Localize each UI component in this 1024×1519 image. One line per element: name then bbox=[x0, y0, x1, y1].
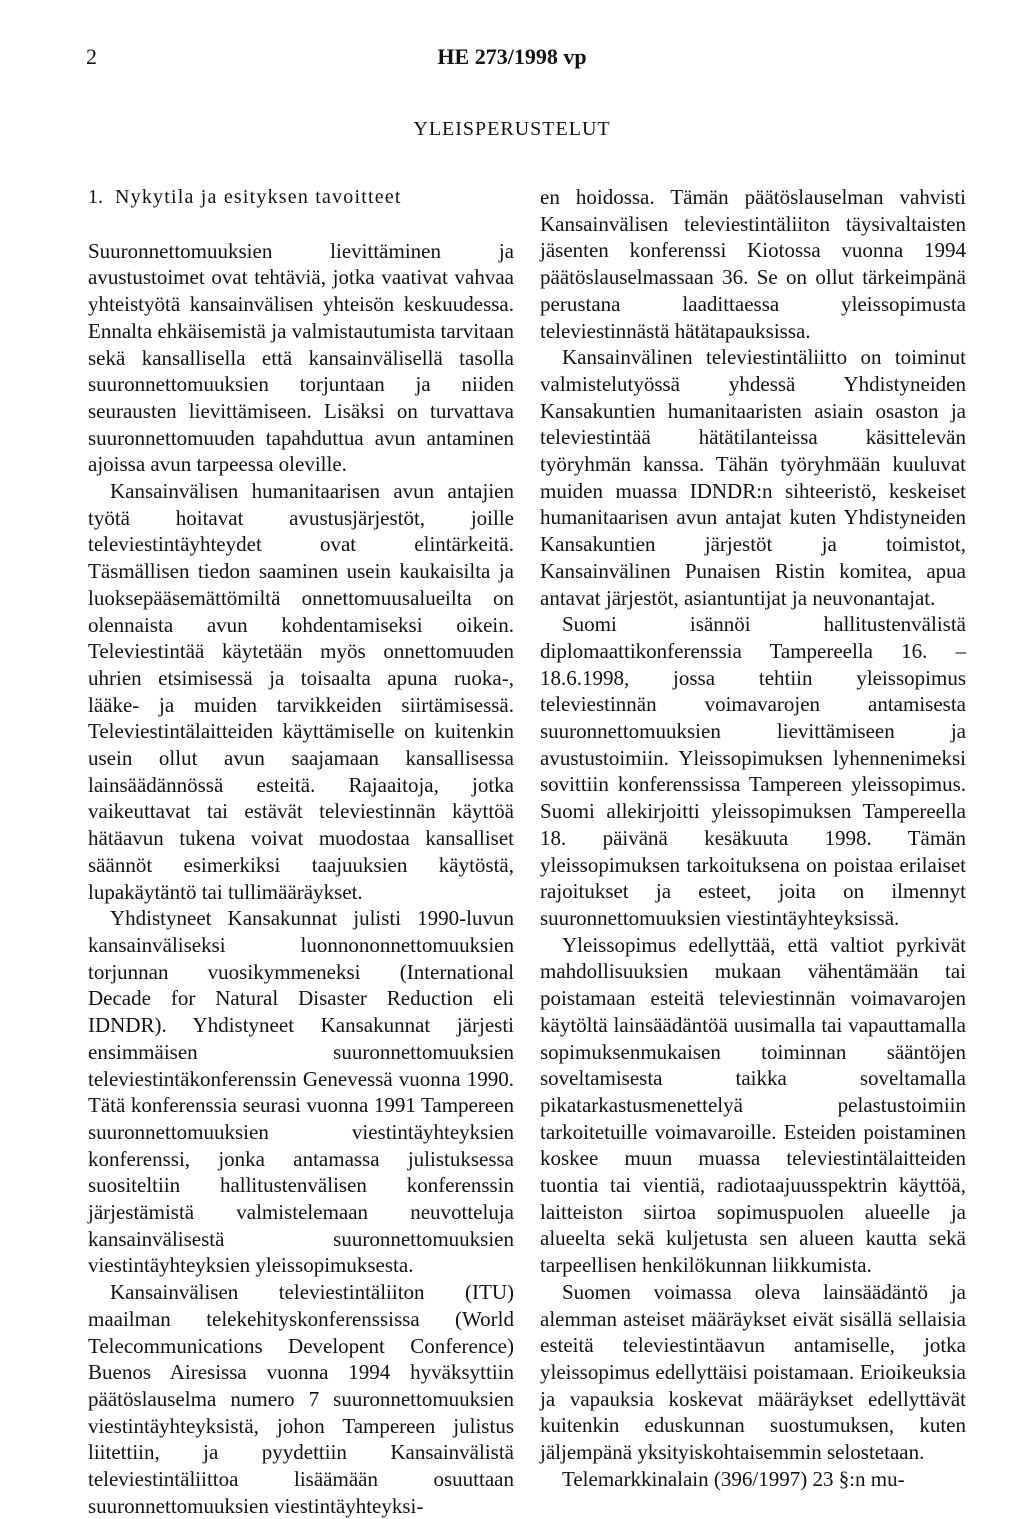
paragraph: Telemarkkinalain (396/1997) 23 §:n mu- bbox=[562, 1466, 905, 1491]
page-header bbox=[0, 44, 1024, 74]
subsection-number: 1. bbox=[88, 186, 103, 208]
paragraph: Kansainvälisen humanitaarisen avun antajien työtä hoitavat avustusjärjestöt, joille televiestintäyhteydet ovat elintärkeitä. Täsmällisen tiedon saaminen usein kaukaisilta ja luoksepääsemättömiltä onnettomuusalueilta on olennaista avun kohdentamiseksi oikein. Televiestintää käytetään myös onnettomuuden uhrien etsimisessä ja toisaalta apuna ruoka-, lääke- ja muiden tarvikkeiden siirtämisessä. Televiestintälaitteiden käyttämiselle on kuitenkin usein ollut avun saajamaan kansallisessa lainsäädännössä esteitä. Rajaaitoja, jotka vaikeuttavat tai estävät televiestinnän käyttöä hätäavun tukena voivat muodostaa kansalliset säännöt esimerkiksi taajuuksien käytöstä, lupakäytäntö tai tullimääräykset. bbox=[88, 479, 514, 904]
paragraph: Kansainvälinen televiestintäliitto on toiminut valmistelutyössä yhdessä Yhdistyneiden Kansakuntien humanitaaristen asiain osaston ja televiestintää hätätilanteissa käsittelevän työryhmän kanssa. Tähän työryhmään kuuluvat muiden muassa IDNDR:n sihteeristö, keskeiset humanitaarisen avun antajat kuten Yhdistyneiden Kansakuntien järjestöt ja toimistot, Kansainvälinen Punaisen Ristin komitea, apua antavat järjestöt, asiantuntijat ja neuvonantajat. bbox=[540, 345, 966, 610]
left-column bbox=[88, 184, 514, 1519]
paragraph: Suomen voimassa oleva lainsäädäntö ja alemman asteiset määräykset eivät sisällä sellaisia esteitä televiestintäavun antamiselle, jotka yleissopimus edellyttäisi poistamaan. Erioikeuksia ja vapauksia koskevat määräykset edellyttävät kuitenkin eduskunnan suostumuksen, kuten jäljempänä yksityiskohtaisemmin selostetaan. bbox=[540, 1279, 966, 1465]
right-column bbox=[540, 184, 966, 1492]
paragraph: Yhdistyneet Kansakunnat julisti 1990-luvun kansainväliseksi luonnononnettomuuksien torjunnan vuosikymmeneksi (International Decade for Natural Disaster Reduction eli IDNDR). Yhdistyneet Kansakunnat järjesti ensimmäisen suuronnettomuuksien televiestintäkonferenssin Genevessä vuonna 1990. Tätä konferenssia seurasi vuonna 1991 Tampereen suuronnettomuuksien viestintäyhteyksien konferenssi, jonka antamassa julistuksessa suositeltiin hallitustenvälisen konferenssin järjestämistä valmistelemaan neuvotteluja kansainvälisestä suuronnettomuuksien viestintäyhteyksien yleissopimuksesta. bbox=[88, 906, 514, 1278]
paragraph: Suuronnettomuuksien lievittäminen ja avustustoimet ovat tehtäviä, jotka vaativat vahvaa yhteistyötä kansainvälisen yhteisön keskuudessa. Ennalta ehkäisemistä ja valmistautumista tarvitaan sekä kansallisella että kansainvälisellä tasolla suuronnettomuuksien torjuntaan ja niiden seurausten lievittämiseen. Lisäksi on turvattava suuronnettomuuden tapahduttua avun antaminen ajoissa avun tarpeessa oleville. bbox=[88, 238, 514, 477]
subsection-heading bbox=[88, 184, 514, 211]
paragraph: en hoidossa. Tämän päätöslauselman vahvisti Kansainvälisen televiestintäliiton täysivaltaisten jäsenten konferenssi Kiotossa vuonna 1994 päätöslauselmassaan 36. Se on ollut tärkeimpänä perustana laadittaessa yleissopimusta televiestinnästä hätätapauksissa. bbox=[540, 185, 966, 343]
subsection-title: Nykytila ja esityksen tavoitteet bbox=[115, 186, 402, 208]
paragraph: Yleissopimus edellyttää, että valtiot pyrkivät mahdollisuuksien mukaan vähentämään tai poistamaan esteitä televiestinnän voimavarojen käytöltä lainsäädäntöä uusimalla tai vapauttamalla sopimuksenmukaisen toiminnan sääntöjen soveltamisesta taikka soveltamalla pikatarkastusmenettelyä pelastustoimiin tarkoitetuille voimavaroille. Esteiden poistaminen koskee muun muassa televiestintälaitteiden tuontia tai vientiä, radiotaajuusspektrin käyttöä, laitteiston siirtoa sopimuspuolen alueelle ja alueelta sekä kuljetusta sen alueen kautta sekä tarpeellisen henkilökunnan liikkumista. bbox=[540, 932, 966, 1278]
section-heading: YLEISPERUSTELUT bbox=[413, 118, 611, 140]
running-head: HE 273/1998 vp bbox=[437, 44, 587, 69]
paragraph: Suomi isännöi hallitustenvälistä diplomaattikonferenssia Tampereella 16. – 18.6.1998, jossa tehtiin yleissopimus televiestinnän voimavarojen antamisesta suuronnettomuuksien lievittämiseen ja avustustoimiin. Yleissopimuksen lyhennenimeksi sovittiin konferenssissa Tampereen yleissopimus. Suomi allekirjoitti yleissopimuksen Tampereella 18. päivänä kesäkuuta 1998. Tämän yleissopimuksen tarkoituksena on poistaa erilaiset rajoitukset ja esteet, joita on ilmennyt suuronnettomuuksien viestintäyhteyksissä. bbox=[540, 612, 966, 930]
paragraph: Kansainvälisen televiestintäliiton (ITU) maailman telekehityskonferenssissa (World Telecommunications Developent Conference) Buenos Airesissa vuonna 1994 hyväksyttiin päätöslauselma numero 7 suuronnettomuuksien viestintäyhteyksistä, johon Tampereen julistus liitettiin, ja pyydettiin Kansainvälistä televiestintäliittoa lisäämään osuuttaan suuronnettomuuksien viestintäyhteyksi- bbox=[88, 1280, 514, 1518]
page-number: 2 bbox=[86, 44, 97, 69]
